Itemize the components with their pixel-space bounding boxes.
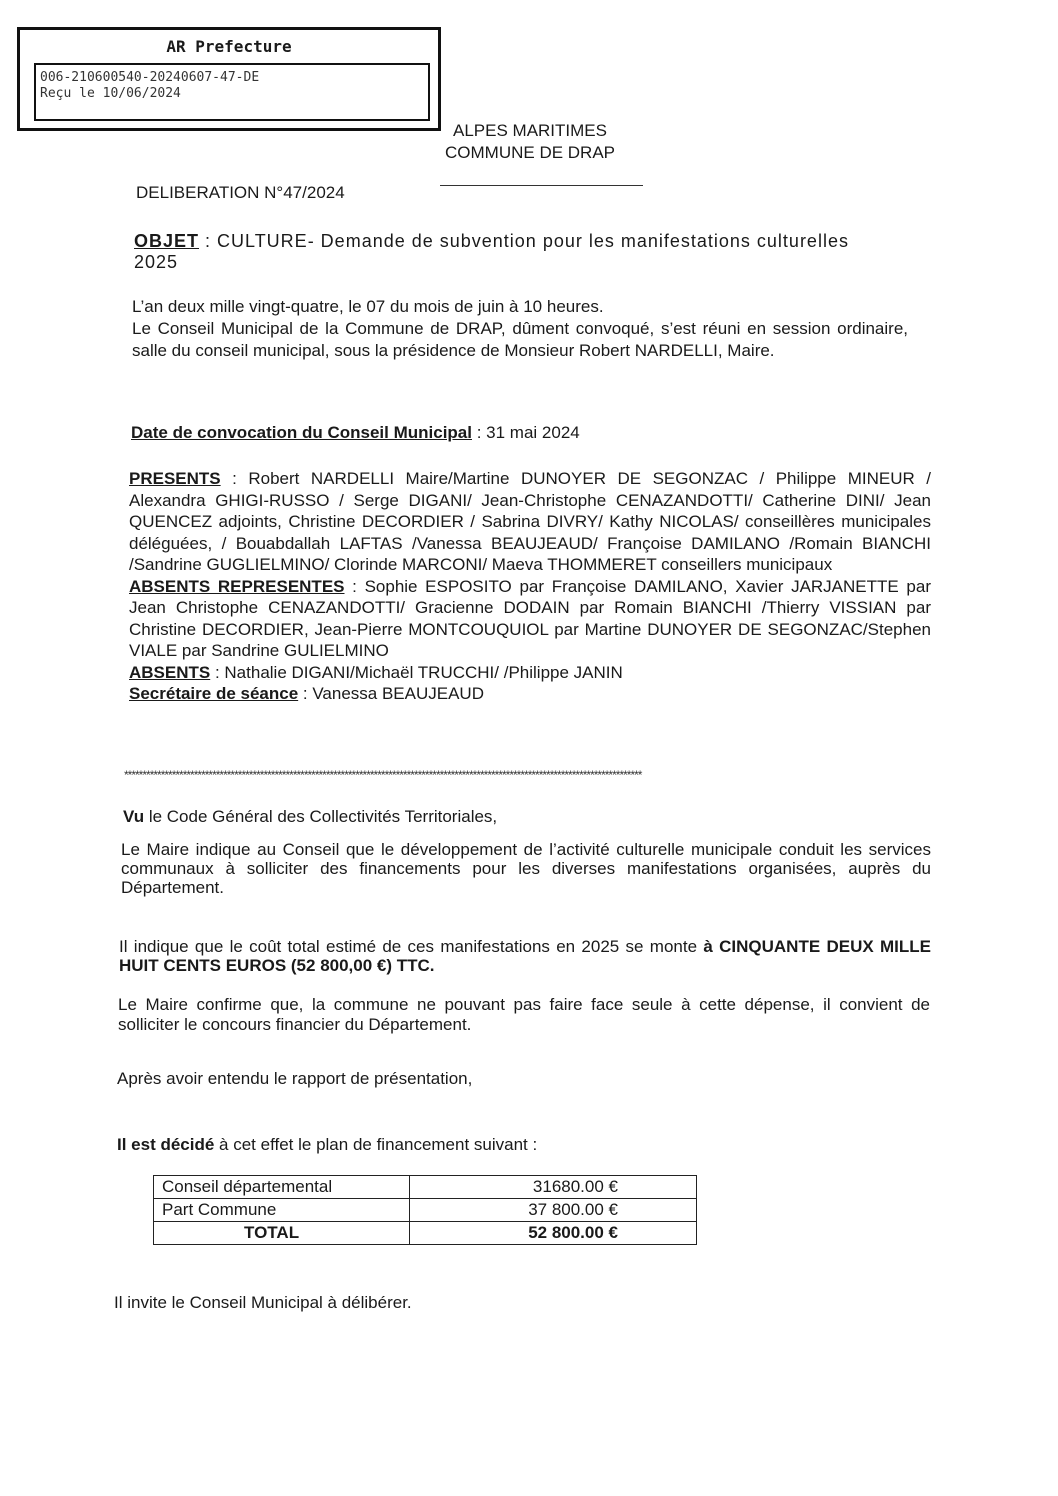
intro-date-line: L’an deux mille vingt-quatre, le 07 du mois de juin à 10 heures. <box>132 297 604 316</box>
convocation-label: Date de convocation du Conseil Municipal <box>131 423 472 442</box>
secretary-name: : Vanessa BEAUJEAUD <box>298 684 484 703</box>
paragraph-development: Le Maire indique au Conseil que le développement de l’activité culturelle municipale conduit les services communaux à solliciter des financements pour les diverses manifestations organisées, auprès du Département. <box>121 840 931 897</box>
presents-label: PRESENTS <box>129 469 221 488</box>
objet-section <box>134 231 874 273</box>
decision-text: à cet effet le plan de financement suivant : <box>214 1135 538 1154</box>
deliberation-number: DELIBERATION N°47/2024 <box>136 183 345 202</box>
decision-bold: Il est décidé <box>117 1135 215 1154</box>
total-label: TOTAL <box>154 1222 410 1245</box>
convocation-date <box>131 422 580 444</box>
commune-name: COMMUNE DE DRAP <box>445 143 616 162</box>
presents-block <box>129 468 931 576</box>
secretary-block <box>129 683 931 705</box>
represented-block <box>129 576 931 662</box>
convocation-value: : 31 mai 2024 <box>472 423 580 442</box>
paragraph-report: Après avoir entendu le rapport de présentation, <box>117 1069 473 1088</box>
financing-table <box>153 1175 697 1245</box>
presents-list: : Robert NARDELLI Maire/Martine DUNOYER DE SEGONZAC / Philippe MINEUR / Alexandra GHIGI-RUSSO / Serge DIGANI/ Jean-Christophe CENAZANDOTTI/ Catherine DINI/ Jean QUENCEZ adjoints, Christine DECORDIER / Sabrina DIVRY/ Kathy NICOLAS/ conseillères municipales déléguées, / Bouabdallah LAFTAS /Vanessa BEAUJEAUD/ Françoise DAMILANO /Romain BIANCHI /Sandrine GUGLIELMINO/ Clorinde MARCONI/ Maeva THOMMERET conseillers municipaux <box>129 469 931 574</box>
intro-session-text: Le Conseil Municipal de la Commune de DRAP, dûment convoqué, s’est réuni en session ordinaire, salle du conseil municipal, sous la présidence de Monsieur Robert NARDELLI, Maire. <box>132 319 908 360</box>
paragraph-confirmation: Le Maire confirme que, la commune ne pouvant pas faire face seule à cette dépense, il convient de solliciter le concours financier du Département. <box>118 995 930 1034</box>
stamp-received-date: Reçu le 10/06/2024 <box>40 86 181 101</box>
secretary-label: Secrétaire de séance <box>129 684 299 703</box>
prefecture-stamp <box>17 27 441 131</box>
cost-text: Il indique que le coût total estimé de ces manifestations en 2025 se monte <box>119 937 704 956</box>
intro-section <box>132 296 908 362</box>
table-row <box>154 1199 697 1222</box>
closing-line: Il invite le Conseil Municipal à délibérer. <box>114 1293 412 1312</box>
absents-label: ABSENTS <box>129 662 211 682</box>
total-amount: 52 800.00 € <box>410 1222 697 1245</box>
paragraph-cost <box>119 937 931 975</box>
total-row <box>154 1222 697 1245</box>
header-divider <box>440 185 643 186</box>
table-row <box>154 1176 697 1199</box>
objet-text: : CULTURE- Demande de subvention pour les manifestations culturelles 2025 <box>134 231 849 272</box>
row-label: Conseil départemental <box>154 1176 410 1199</box>
stamp-reference: 006-210600540-20240607-47-DE <box>40 70 260 85</box>
objet-label: OBJET <box>134 231 200 251</box>
vu-text: le Code Général des Collectivités Territoriales, <box>144 807 498 826</box>
vu-line <box>123 806 497 828</box>
vu-bold: Vu <box>123 807 145 826</box>
absents-block <box>129 662 931 684</box>
row-amount: 31680.00 € <box>410 1176 697 1199</box>
represented-list: : Sophie ESPOSITO par Françoise DAMILANO, Xavier JARJANETTE par Jean Christophe CENAZANDOTTI/ Gracienne DODAIN par Romain BIANCHI /Thierry VISSIAN par Christine DECORDIER, Jean-Pierre MONTCOUQUIOL par Martine DUNOYER DE SEGONZAC/Stephen VIALE par Sandrine GULIELMINO <box>129 576 931 660</box>
represented-label: ABSENTS REPRESENTES <box>129 576 345 596</box>
paragraph-decision <box>117 1134 537 1156</box>
row-label: Part Commune <box>154 1199 410 1222</box>
cost-amount: à CINQUANTE DEUX MILLE HUIT CENTS EUROS (52 800,00 €) TTC. <box>119 937 931 975</box>
stamp-details <box>34 63 430 121</box>
department-name: ALPES MARITIMES <box>453 121 607 140</box>
row-amount: 37 800.00 € <box>410 1199 697 1222</box>
absents-list: : Nathalie DIGANI/Michaël TRUCCHI/ /Philippe JANIN <box>210 662 623 682</box>
stamp-title: AR Prefecture <box>166 37 292 56</box>
attendance-section <box>129 468 931 705</box>
separator-line: ********************************************************************************************************************************************* <box>124 768 642 782</box>
